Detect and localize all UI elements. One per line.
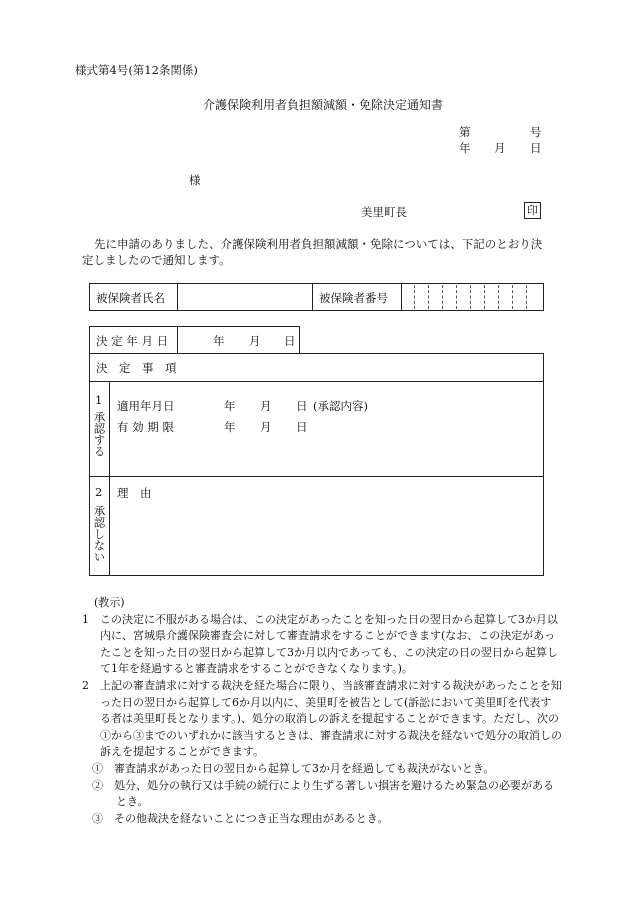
decision-date-label: 決 定 年 月 日 <box>96 334 169 348</box>
applied-date-month: 月 <box>260 399 272 413</box>
doc-number-go: 号 <box>530 125 542 139</box>
applied-date-day: 日 <box>296 399 308 413</box>
approval-content-label: (承認内容) <box>313 399 368 413</box>
approve-number: 1 <box>95 393 103 407</box>
applied-date-label: 適用年月日 <box>117 399 175 413</box>
date-year: 年 <box>459 141 471 155</box>
instructions-section <box>82 595 562 827</box>
addressee-suffix: 様 <box>189 173 201 187</box>
decision-items-label: 決 定 事 項 <box>96 361 177 375</box>
instruction-sub-3: ③ その他裁決を経ないことにつき正当な理由があるとき。 <box>92 811 389 825</box>
decision-date-year: 年 <box>213 334 225 348</box>
reject-label: 承認しない <box>92 505 107 563</box>
instruction-sub-1: ① 審査請求があった日の翌日から起算して3か月を経過しても裁決がないとき。 <box>92 761 495 775</box>
valid-period-label: 有 効 期 限 <box>117 420 174 434</box>
decision-date-month: 月 <box>249 334 261 348</box>
insured-number-label: 被保険者番号 <box>319 291 388 305</box>
document-title: 介護保険利用者負担額減額・免除決定通知書 <box>203 98 444 112</box>
instruction-item-2: 2 上記の審査請求に対する裁決を経た場合に限り、当該審査請求に対する裁決があったことを知った日の翌日から起算して6か月以内に、美里町を被告として(訴訟において美里町を代表する者は美里町長となります。)、処分の取消しの訴えを提起することができます。ただし、次の①から③までのいずれかに該当するときは、審査請求に対する裁決を経ないで処分の取消しの訴えを提起することができます。 <box>82 678 562 759</box>
instruction-item-1: 1 この決定に不服がある場合は、この決定があったことを知った日の翌日から起算して3か月以内に、宮城県介護保険審査会に対して審査請求をすることができます(なお、この決定があったことを知った日の翌日から起算して3か月以内であっても、この決定の日の翌日から起算して1年を経過すると審査請求をすることができなくなります。)。 <box>82 612 558 676</box>
valid-period-year: 年 <box>224 420 236 434</box>
instruction-sub-2: ② 処分、処分の執行又は手続の続行により生ずる著しい損害を避けるため緊急の必要があるとき。 <box>92 778 554 809</box>
insured-name-label: 被保険者氏名 <box>96 291 165 305</box>
decision-items-table <box>89 353 544 576</box>
instructions-heading: (教示) <box>94 596 125 609</box>
date-day: 日 <box>530 141 542 155</box>
applied-date-year: 年 <box>224 399 236 413</box>
doc-number-dai: 第 <box>459 125 471 139</box>
intro-line-2: 定しましたので通知します。 <box>82 253 231 267</box>
form-number: 様式第4号(第12条関係) <box>75 63 198 77</box>
issuer: 美里町長 <box>361 205 407 219</box>
reject-number: 2 <box>95 485 103 499</box>
approve-label: 承認する <box>92 411 107 457</box>
decision-date-day: 日 <box>284 334 296 348</box>
valid-period-month: 月 <box>260 420 272 434</box>
reason-label: 理 由 <box>117 486 152 500</box>
valid-period-day: 日 <box>296 420 308 434</box>
date-month: 月 <box>494 141 506 155</box>
seal-mark: 印 <box>524 202 541 219</box>
intro-line-1: 先に申請のありました、介護保険利用者負担額減額・免除については、下記のとおり決 <box>94 237 543 251</box>
